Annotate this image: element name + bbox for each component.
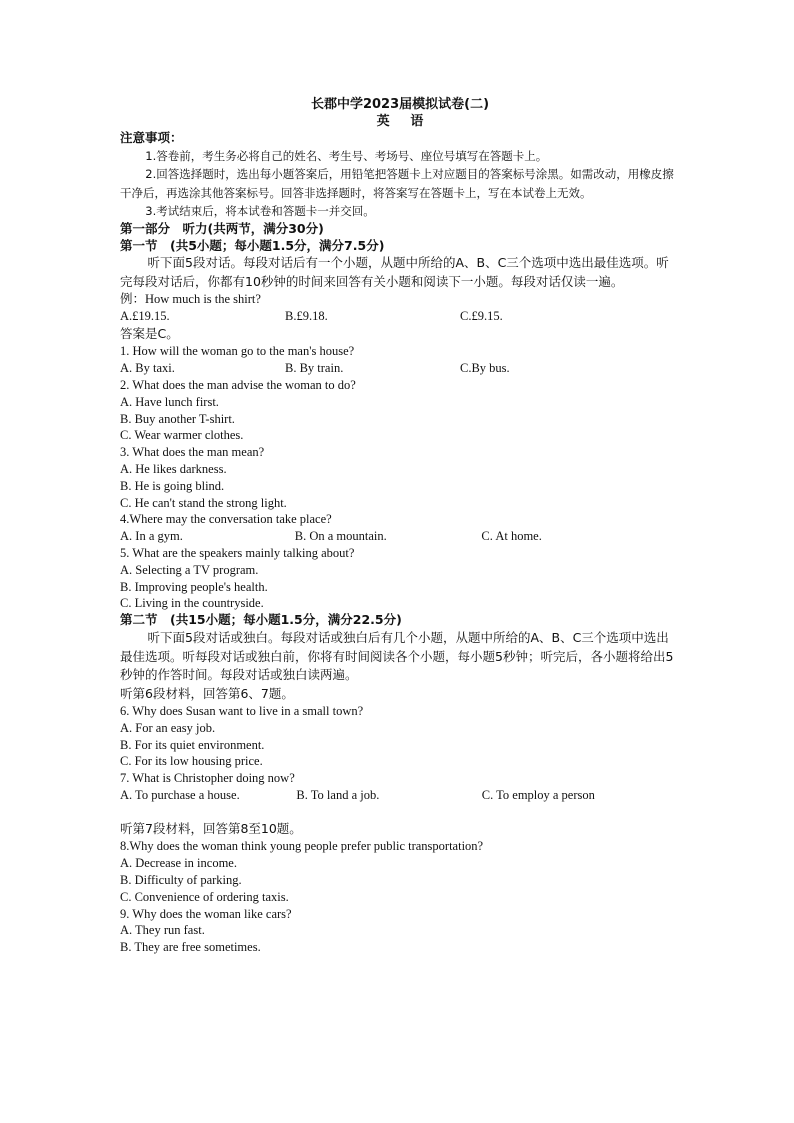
section1-instructions: 听下面5段对话。每段对话后有一个小题，从题中所给的A、B、C三个选项中选出最佳选项。听完每段对话后，你都有10秒钟的时间来回答有关小题和阅读下一小题。每段对话仅读一遍。 [120, 255, 669, 289]
example-option-b: B.£9.18. [285, 309, 328, 324]
question-6-stem: 6. Why does Susan want to live in a small town? [120, 704, 364, 719]
question-7-options [120, 787, 680, 804]
q8-option-a: A. Decrease in income. [120, 856, 237, 871]
q9-option-b: B. They are free sometimes. [120, 940, 261, 955]
section1-heading: 第一节 (共5小题；每小题1.5分，满分7.5分) [120, 237, 385, 253]
notes-heading: 注意事项： [120, 130, 183, 145]
example-question: 例：How much is the shirt? [120, 292, 261, 307]
part1-heading: 第一部分 听力(共两节，满分30分) [120, 220, 324, 236]
spacer [120, 804, 680, 820]
question-1-stem: 1. How will the woman go to the man's house? [120, 344, 355, 359]
material-6-intro: 听第6段材料，回答第6、7题。 [120, 685, 294, 701]
question-7-stem: 7. What is Christopher doing now? [120, 771, 295, 786]
example-option-a: A.£19.15. [120, 309, 170, 324]
q6-option-b: B. For its quiet environment. [120, 737, 265, 752]
q8-option-b: B. Difficulty of parking. [120, 872, 242, 887]
q5-option-a: A. Selecting a TV program. [120, 562, 259, 577]
q1-option-a: A. By taxi. [120, 361, 175, 376]
note-item-2: 2.回答选择题时，选出每小题答案后，用铅笔把答题卡上对应题目的答案标号涂黑。如需改动，用橡皮擦干净后，再选涂其他答案标号。回答非选择题时，将答案写在答题卡上，写在本试卷上无效。 [120, 167, 674, 200]
example-option-c: C.£9.15. [460, 309, 503, 324]
q5-option-b: B. Improving people's health. [120, 579, 268, 594]
exam-page [120, 96, 680, 956]
q1-option-b: B. By train. [285, 361, 344, 376]
q3-option-a: A. He likes darkness. [120, 462, 227, 477]
question-4-options [120, 528, 680, 545]
q4-option-b: B. On a mountain. [294, 529, 387, 544]
question-4-stem: 4.Where may the conversation take place? [120, 512, 332, 527]
q7-option-c: C. To employ a person [481, 788, 595, 803]
question-2-stem: 2. What does the man advise the woman to do? [120, 378, 356, 393]
q1-option-c: C.By bus. [460, 361, 510, 376]
note-item-1: 1.答卷前，考生务必将自己的姓名、考生号、考场号、座位号填写在答题卡上。 [145, 148, 548, 163]
section2-heading: 第二节 (共15小题；每小题1.5分，满分22.5分) [120, 612, 402, 628]
note-item-3: 3.考试结束后，将本试卷和答题卡一并交回。 [145, 204, 375, 219]
example-answer: 答案是C。 [120, 325, 179, 341]
example-options [120, 308, 680, 325]
section2-instructions: 听下面5段对话或独白。每段对话或独白后有几个小题，从题中所给的A、B、C三个选项中选出最佳选项。听每段对话或独白前，你将有时间阅读各个小题，每小题5秒钟；听完后，各小题将给出5秒钟的作答时间。每段对话或独白读两遍。 [120, 630, 674, 683]
material-7-intro: 听第7段材料，回答第8至10题。 [120, 820, 302, 836]
q2-option-b: B. Buy another T-shirt. [120, 411, 235, 426]
q3-option-b: B. He is going blind. [120, 478, 225, 493]
question-9-stem: 9. Why does the woman like cars? [120, 906, 292, 921]
q2-option-c: C. Wear warmer clothes. [120, 428, 244, 443]
q2-option-a: A. Have lunch first. [120, 394, 219, 409]
q6-option-a: A. For an easy job. [120, 720, 216, 735]
q7-option-a: A. To purchase a house. [120, 788, 240, 803]
question-8-stem: 8.Why does the woman think young people prefer public transportation? [120, 839, 484, 854]
q4-option-a: A. In a gym. [120, 529, 183, 544]
q3-option-c: C. He can't stand the strong light. [120, 495, 287, 510]
question-1-options [120, 360, 680, 377]
q9-option-a: A. They run fast. [120, 923, 205, 938]
q6-option-c: C. For its low housing price. [120, 754, 263, 769]
question-5-stem: 5. What are the speakers mainly talking about? [120, 546, 355, 561]
exam-subject: 英语 [376, 114, 445, 129]
exam-title: 长郡中学2023届模拟试卷(二) [310, 97, 490, 112]
q7-option-b: B. To land a job. [296, 788, 380, 803]
q5-option-c: C. Living in the countryside. [120, 596, 264, 611]
q4-option-c: C. At home. [481, 529, 542, 544]
question-3-stem: 3. What does the man mean? [120, 445, 265, 460]
q8-option-c: C. Convenience of ordering taxis. [120, 889, 289, 904]
